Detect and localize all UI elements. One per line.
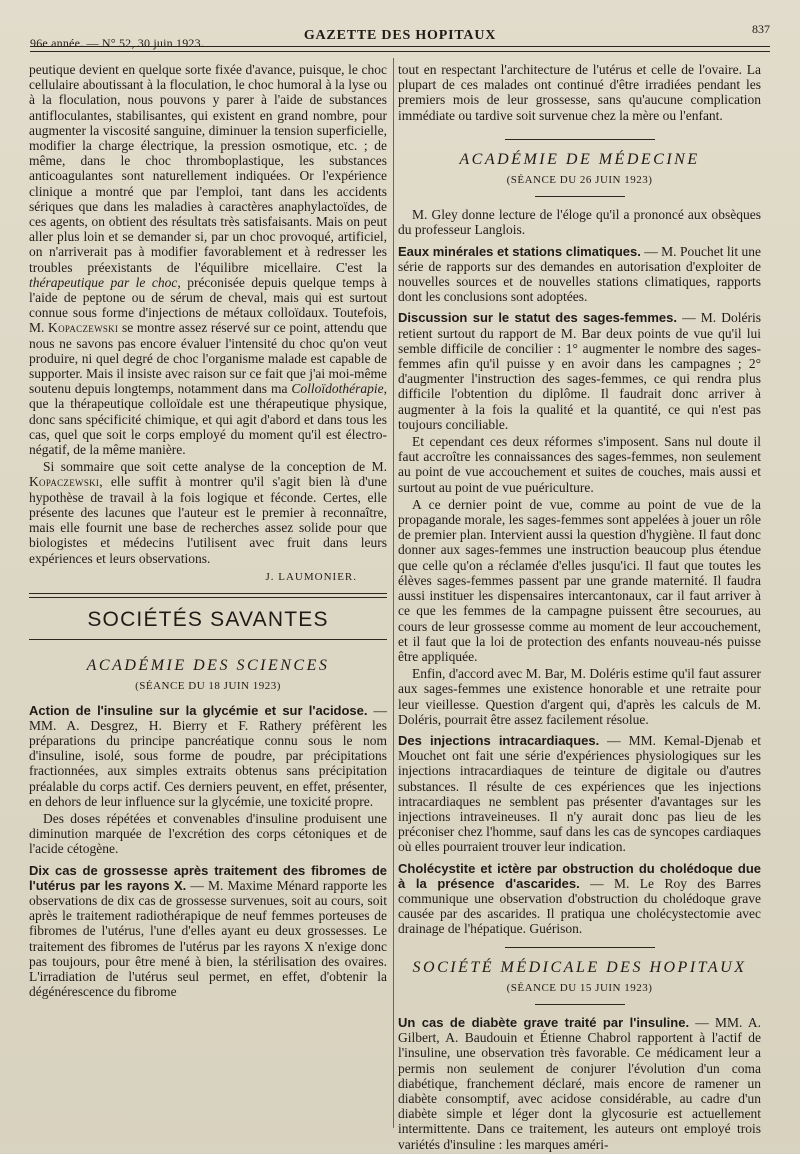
report-paragraph: Action de l'insuline sur la glycémie et sur l'acidose. — MM. A. Desgrez, H. Bierry et F. Rathery préfèrent les préparations du principe pancréatique connu sous le nom d'insuline, isolé, sous forme de poudre, par précipitations fractionnées, aux simples extraits obtenus sans précipitation préalable du corps actif. Ces derniers peuvent, en effet, présenter, en dehors de leur influence sur la glycémie, une toxicité propre. [29, 702, 388, 809]
article-paragraph: Si sommaire que soit cette analyse de la conception de M. Kopaczewski, elle suffit à montrer qu'il s'agit bien là d'une hypothèse de travail à la fois logique et féconde. Certes, elle présente des lacunes que l'auteur est le premier à reconnaître, mais elle fournit une base de recherches assez solide pour que biologistes et médecins l'utilisent avec fruit dans leurs expériences et leurs observations. [29, 459, 387, 566]
report-paragraph: Eaux minérales et stations climatiques. — M. Pouchet lit une série de rapports sur des demandes en autorisation d'exploiter de nouvelles sources et de nouvelles stations climatiques, rapports dont les conclusions sont adoptées. [398, 243, 761, 305]
separator-rule [505, 947, 655, 948]
society-heading: ACADÉMIE DES SCIENCES [86, 657, 330, 675]
session-date: (SÉANCE DU 26 JUIN 1923) [506, 174, 653, 187]
page-header [30, 22, 770, 50]
report-paragraph: Un cas de diabète grave traité par l'insuline. — MM. A. Gilbert, A. Baudouin et Étienne Chabrol rapportent à l'actif de l'insuline, une observation très favorable. Ce médicament leur a permis non seulement de conjurer l'évolution d'un coma diabétique, franchement déclaré, mais encore de ramener un diabète consomptif, avec acidose considérable, au cadre d'un diabète simple et léger dont la glycosurie est actuellement intermittente. Dans ce traitement, les auteurs ont employé trois variétés d'insuline : les marques améri- [398, 1014, 761, 1152]
report-paragraph: Des injections intracardiaques. — MM. Kemal-Djenab et Mouchet ont fait une série d'expériences physiologiques sur les injections intracardiaques de teinture de digitale ou d'autres substances. Il résulte de ces expériences que les injections intracardiaques ne semblent pas présenter d'avantages sur les injections intraveineuses. Il n'y aurait donc pas lieu de les préconiser chez l'homme, sauf dans les cas de syncopes cardiaques où elles pourraient trouver leur indication. [398, 732, 761, 855]
header-rule-double [30, 51, 770, 52]
right-column [398, 62, 761, 1154]
separator-rule [535, 196, 625, 197]
separator-rule [505, 139, 655, 140]
report-paragraph: Cholécystite et ictère par obstruction du cholédoque due à la présence d'ascarides. — M. Le Roy des Barres communique une observation d'obstruction du cholédoque grave causée par des ascarides. Il pratiqua une cholécystectomie avec drainage de l'hépatique. Guérison. [398, 860, 761, 937]
society-heading: SOCIÉTÉ MÉDICALE DES HOPITAUX [412, 958, 747, 976]
section-rule [29, 639, 387, 640]
left-column [29, 62, 387, 1001]
section-rule [29, 597, 387, 598]
column-divider [393, 58, 394, 1128]
issue-line: 96e année. — N° 52, 30 juin 1923. [30, 36, 205, 50]
section-title: SOCIÉTÉS SAVANTES [87, 607, 329, 631]
report-paragraph: Dix cas de grossesse après traitement des fibromes de l'utérus par les rayons X. — M. Maxime Ménard rapporte les observations de dix cas de grossesse survenues, soit au cours, soit après le traitement radiothérapique de neuf femmes porteuses de fibromes de l'utérus, l'une d'elles ayant eu deux grossesses. Le traitement des fibromes de l'utérus par les rayons X n'exige donc pas toujours, pour être mené à bien, la stérilisation des ovaires. L'irradiation de l'utérus seul permet, en effet, d'obtenir la dégénérescence du fibrome [29, 862, 387, 1000]
report-paragraph: Et cependant ces deux réformes s'imposent. Sans nul doute il faut accroître les connaissances des sages-femmes, non seulement au point de vue accouchement et suites de couches, mais aussi et surtout au point de vue puériculture. [398, 434, 761, 495]
report-paragraph: tout en respectant l'architecture de l'utérus et celle de l'ovaire. La plupart de ces malades ont continué d'être irradiées pendant les premiers mois de leur grossesse, sans qu'aucune complication immédiate ou tardive soit survenue chez la mère ou l'enfant. [398, 62, 761, 123]
report-paragraph: Enfin, d'accord avec M. Bar, M. Doléris estime qu'il faut assurer aux sages-femmes une existence honorable et une retraite pour leur vieillesse. Question d'argent qui, d'après les calculs de M. Doléris, pourrait être assez facilement résolue. [398, 666, 761, 727]
section-rule [29, 593, 387, 594]
header-rule [30, 46, 770, 47]
society-heading: ACADÉMIE DE MÉDECINE [459, 150, 700, 168]
author-signature: J. LAUMONIER. [265, 570, 357, 583]
separator-rule [535, 1004, 625, 1005]
report-paragraph: Discussion sur le statut des sages-femmes. — M. Doléris retient surtout du rapport de M. Bar deux points de vue qu'il lui semble difficile de concilier : 1° augmenter le nombre des sages-femmes afin qu'il puisse y en avoir dans les campagnes ; 2° d'augmenter l'instruction des sages-femmes, ce qui rendra plus difficile l'obtention du diplôme. Il faudrait donc arriver à augmenter à la fois la qualité et la quantité, ce qui n'est pas toujours conciliable. [398, 310, 761, 432]
session-date: (SÉANCE DU 15 JUIN 1923) [506, 981, 653, 994]
masthead-title: GAZETTE DES HOPITAUX [303, 28, 497, 43]
report-paragraph: M. Gley donne lecture de l'éloge qu'il a prononcé aux obsèques du professeur Langlois. [398, 207, 761, 238]
report-paragraph: A ce dernier point de vue, comme au point de vue de la propagande morale, les sages-femmes sont appelées à jouer un rôle de premier plan. Intervient aussi la question d'hygiène. Il faut donc donner aux sages-femmes une instruction beaucoup plus étendue que celle qu'on a réclamée d'elles jusqu'ici. Il faut que toutes les élèves sages-femmes passent par une grande maternité. Il faudra aussi instituer les dispensaires intercantonaux, car il faut arriver à ce que les femmes de la campagne puissent être secourues, au cours de leur grossesse comme au moment de leur accouchement, et il faut que la loi de protection des enfants nouveau-nés puisse être appliquée. [398, 496, 761, 664]
page-number: 837 [752, 22, 770, 36]
report-paragraph: Des doses répétées et convenables d'insuline produisent une diminution marquée de l'excrétion des corps cétoniques et de l'acide cétogène. [29, 810, 387, 857]
session-date: (SÉANCE DU 18 JUIN 1923) [135, 680, 281, 693]
article-paragraph: peutique devient en quelque sorte fixée d'avance, puisque, le choc cellulaire aboutissant à la floculation, le choc humoral à la lyse ou à la floculation, nous pouvons y parer à l'aide de substances antifloculantes, stabilisantes, qui existent en grand nombre, pour augmenter la viscosité sanguine, diminuer la tension superficielle, modifier la charge électrique, la pression osmotique, etc. ; de même, dans le choc thromboplastique, les substances anticoagulantes sont naturellement indiquées. Or l'expérience clinique a montré que par l'emploi, tant dans les accidents sériques que dans les maladies à caractères anaphylactoïdes, de ces agents, on obtient des résultats très satisfaisants. Mais on peut aller plus loin et se demander si, par un choc provoqué, artificiel, on n'arriverait pas à modifier favorablement et à redresser les troubles préexistants de l'équilibre micellaire. C'est la thérapeutique par le choc, préconisée depuis quelque temps à l'aide de peptone ou de sérum de cheval, mais qui est surtout connue sous forme d'injections de métaux colloïdaux. Toutefois, M. Kopaczewski se montre assez réservé sur ce point, attendu que nous ne savons pas encore évaluer l'intensité du choc qu'on veut produire, ni quel degré de choc l'organisme malade est capable de supporter. Mais il insiste avec raison sur ce fait que j'ai moi-même soutenu depuis longtemps, notamment dans ma Colloïdothérapie, que la thérapeutique colloïdale est une thérapeutique physique, donc sans spécificité chimique, et qui agit d'abord et dans tous les cas, quel que soit le corps employé du moment qu'il est électro-négatif, de la même manière. [29, 62, 387, 458]
